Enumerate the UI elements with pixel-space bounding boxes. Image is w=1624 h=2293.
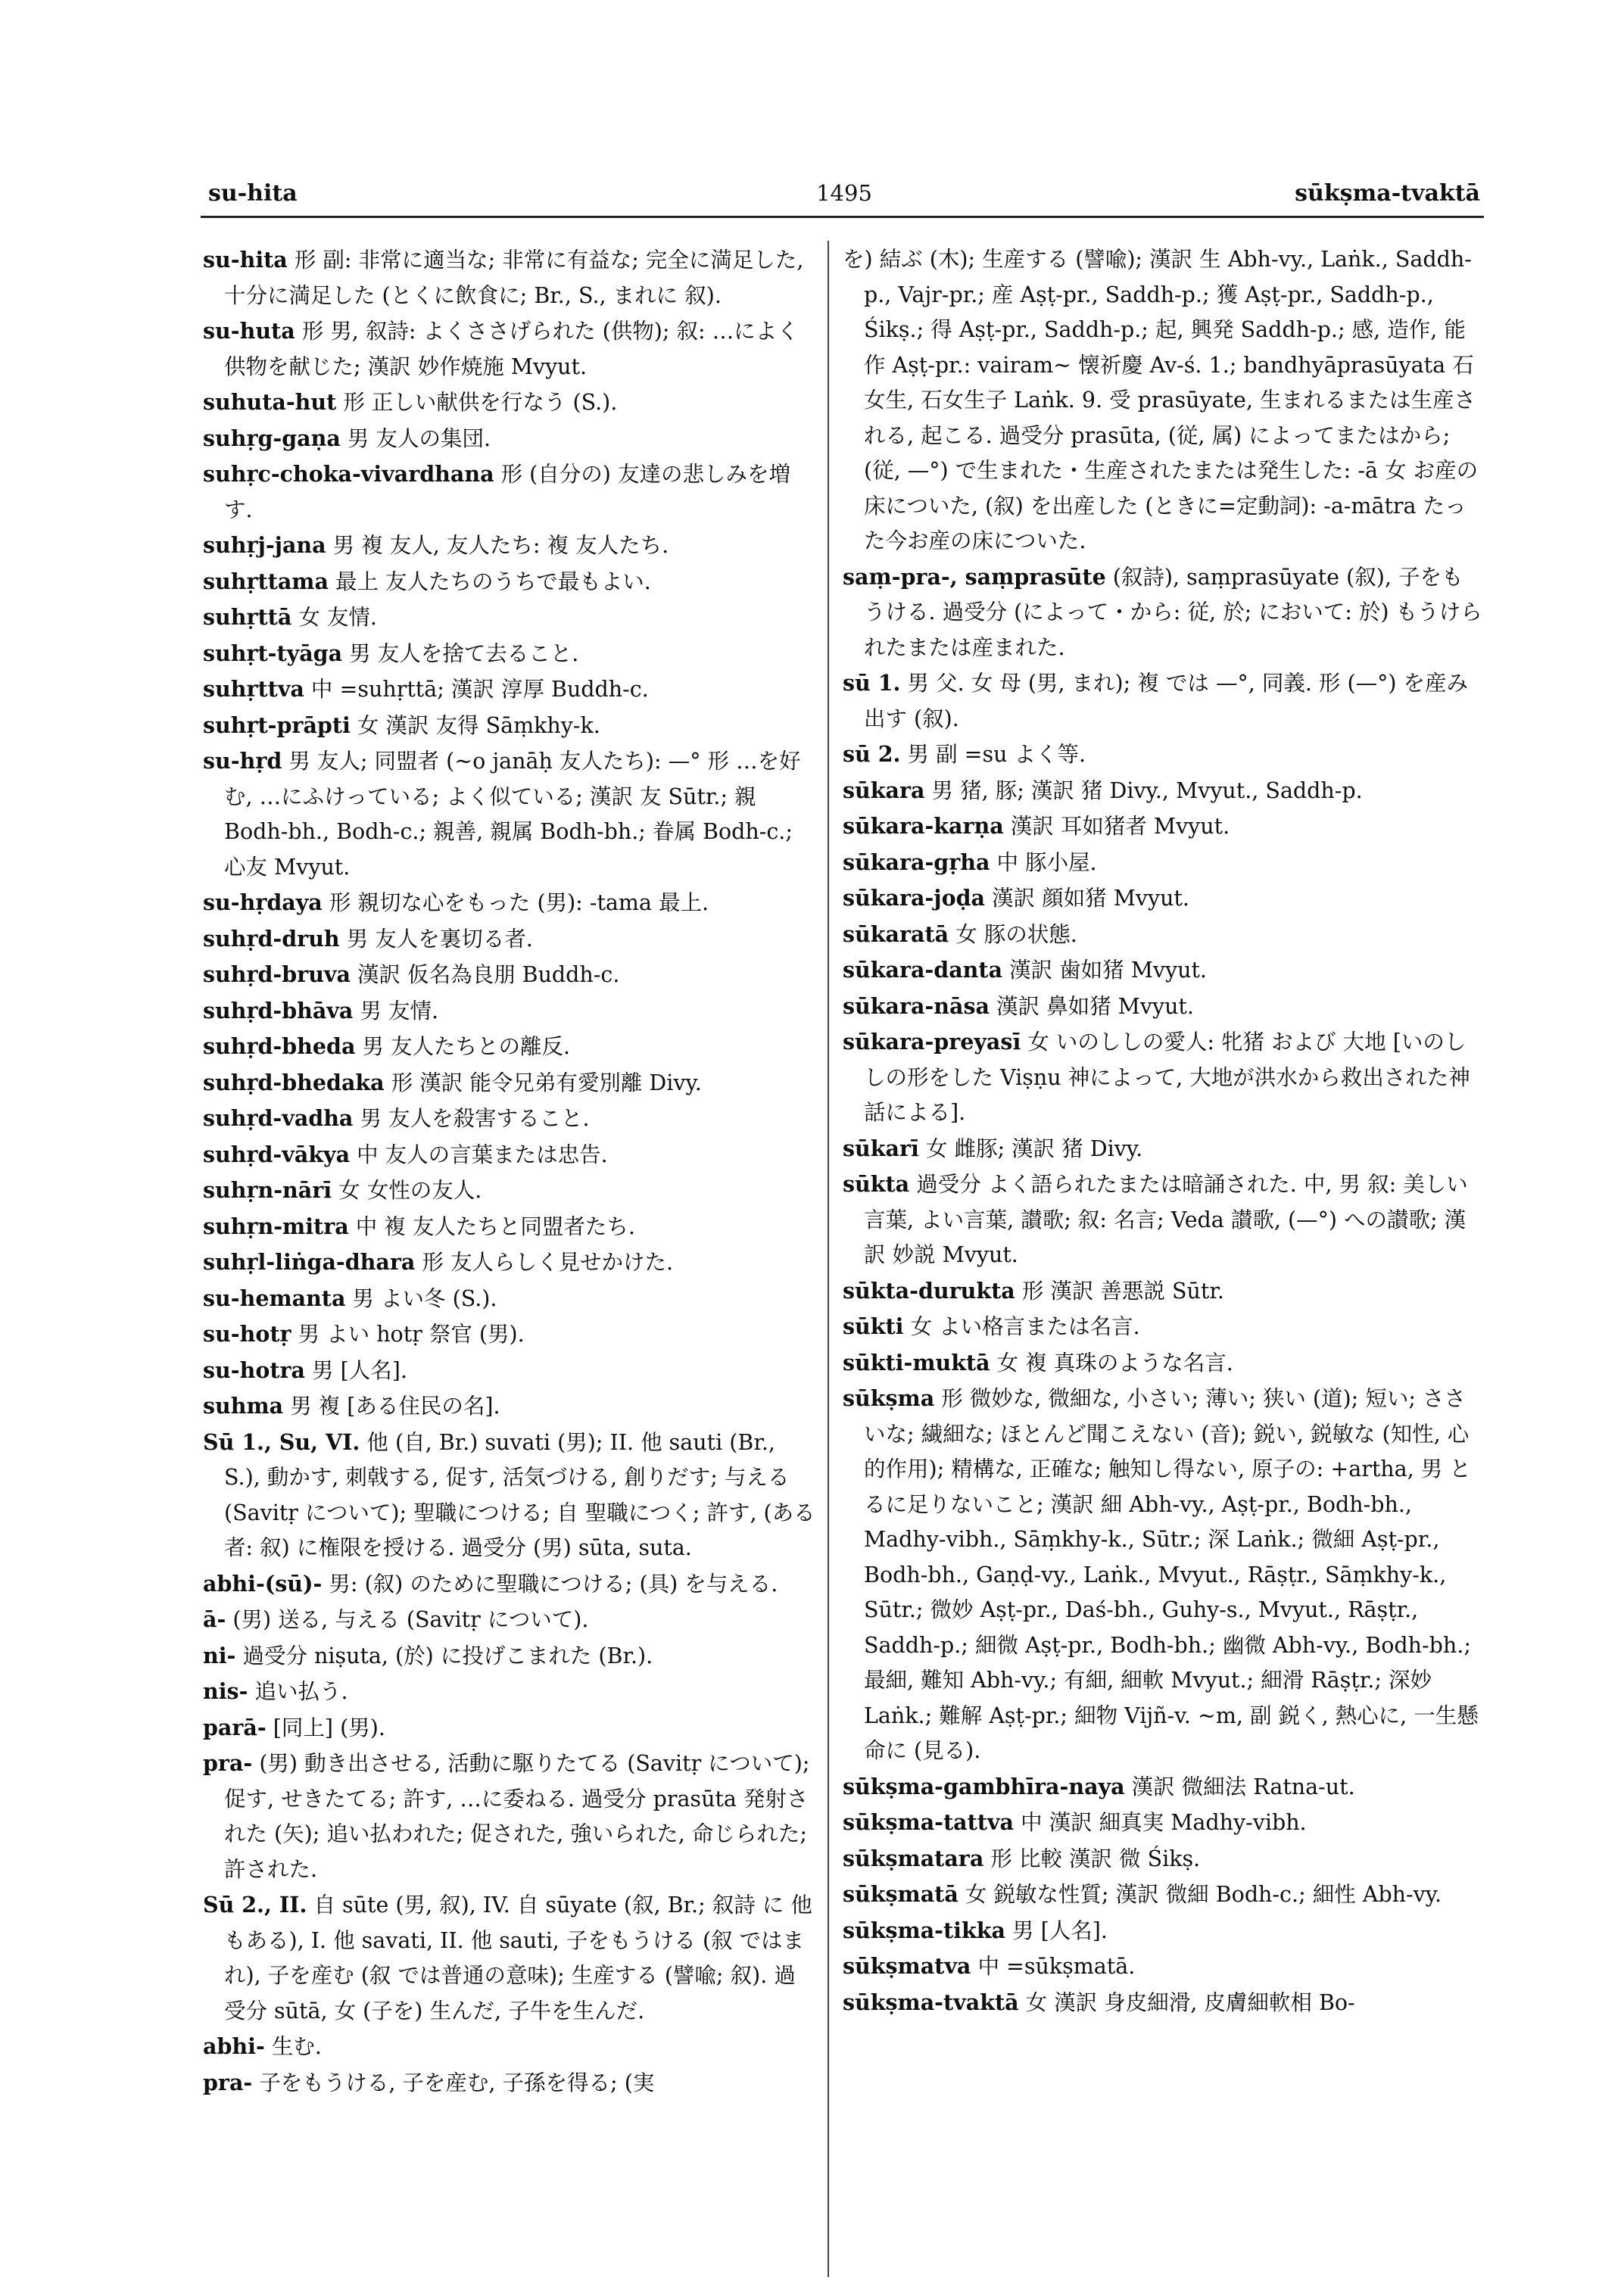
- headword: sūkara-nāsa: [843, 992, 990, 1019]
- sub-entry: [203, 1746, 816, 1887]
- headword: suhṛt-prāpti: [203, 712, 351, 738]
- definition: 中 複 友人たちと同盟者たち.: [355, 1213, 635, 1239]
- sub-entry: [843, 559, 1482, 666]
- definition: 女 漢訳 身皮細滑, 皮膚細軟相 Bo-: [1025, 1989, 1355, 2015]
- left-column: [203, 242, 816, 2101]
- dictionary-entry: [843, 845, 1482, 881]
- headword: sūkṣmatva: [843, 1953, 971, 1979]
- headword: ā-: [203, 1606, 226, 1632]
- definition: 男 副 =su よく等.: [907, 742, 1086, 767]
- dictionary-entry: [203, 1281, 816, 1317]
- definition: 追い払う.: [254, 1679, 348, 1704]
- definition: 男 [人名].: [312, 1357, 407, 1383]
- headword: sūkṣma-tikka: [843, 1917, 1005, 1943]
- definition: 最上 友人たちのうちで最もよい.: [335, 569, 651, 594]
- headword: sūkarī: [843, 1135, 919, 1161]
- definition: [同上] (男).: [273, 1715, 385, 1740]
- headword: suhṛd-vākya: [203, 1141, 351, 1167]
- definition: 男 友人; 同盟者 (~o janāḥ 友人たち): —° 形 …を好む, …にふけっている; よく似ている; 漢訳 友 Sūtr.; 親 Bodh-bh., Bodh-c.; 親善, 親属 Bodh-bh.; 眷属 Bodh-c.; 心友 Mvyut.: [224, 749, 801, 880]
- dictionary-entry: [203, 385, 816, 421]
- definition: 漢訳 耳如猪者 Mvyut.: [1010, 814, 1230, 839]
- right-column: [843, 242, 1482, 2020]
- sub-entry: [203, 1710, 816, 1746]
- dictionary-entry: [203, 1209, 816, 1245]
- definition: 自 sūte (男, 叙), IV. 自 sūyate (叙, Br.; 叙詩 に 他 もある), I. 他 savati, II. 他 sauti, 子をもうける (叙 ではまれ), 子を産む (叙 では普通の意味); 生産する (譬喩; 叙). 過受分 sūtā, 女 (子を) 生んだ, 子牛を生んだ.: [224, 1893, 812, 2024]
- definition: 男 複 [ある住民の名].: [290, 1394, 500, 1419]
- definition: 女 いのししの愛人: 牝猪 および 大地 [いのししの形をした Viṣṇu 神によって, 大地が洪水から救出された神話による].: [864, 1030, 1470, 1125]
- definition: 漢訳 鼻如猪 Mvyut.: [996, 993, 1194, 1019]
- dictionary-entry: [203, 1887, 816, 2029]
- headword: sūkta-durukta: [843, 1277, 1015, 1304]
- left-guide-word: su-hita: [208, 180, 298, 207]
- dictionary-entry: [203, 708, 816, 744]
- page-number: 1495: [816, 180, 872, 206]
- headword: suhma: [203, 1393, 284, 1419]
- dictionary-entry: [203, 1316, 816, 1353]
- headword: suhṛc-choka-vivardhana: [203, 461, 494, 487]
- headword: su-huta: [203, 318, 295, 344]
- definition: 女 漢訳 友得 Sāṃkhy-k.: [357, 712, 600, 738]
- dictionary-entry: [203, 564, 816, 600]
- dictionary-entry: [843, 737, 1482, 773]
- headword: sūkara: [843, 777, 925, 803]
- dictionary-entry: [843, 1024, 1482, 1131]
- definition: 形 副: 非常に適当な; 非常に有益な; 完全に満足した, 十分に満足した (とくに飲食に; Br., S., まれに 叙).: [224, 248, 804, 308]
- dictionary-entry: [843, 773, 1482, 809]
- definition: 男: (叙) のために聖職につける; (具) を与える.: [329, 1571, 778, 1597]
- headword: suhṛd-vadha: [203, 1105, 354, 1131]
- definition: を) 結ぶ (木); 生産する (譬喩); 漢訳 生 Abh-vy., Laṅk., Saddh-p., Vajr-pr.; 産 Aṣṭ-pr., Saddh-p.; 獲 Aṣṭ-pr., Saddh-p., Śikṣ.; 得 Aṣṭ-pr., Saddh-p.; 起, 興発 Saddh-p.; 感, 造作, 能作 Aṣṭ-pr.: vairam~ 懐祈慶 Av-ś. 1.; bandhyāprasūyata 石女生, 石女生子 Laṅk. 9. 受 prasūyate, 生まれるまたは生産される, 起こる. 過受分 prasūta, (従, 属) によってまたはから; (従, —°) で生まれた・生産されたまたは発生した: -ā 女 お産の床についた, (叙) を出産した (ときに=定動詞): -a-mātra たった今お産の床についた.: [843, 247, 1479, 553]
- dictionary-entry: [203, 885, 816, 921]
- headword: saṃ-pra-, saṃprasūte: [843, 563, 1106, 590]
- dictionary-entry: [843, 1381, 1482, 1769]
- sub-entry: [203, 1638, 816, 1675]
- definition: 男 友人を裏切る者.: [346, 926, 533, 952]
- definition: 中 漢訳 細真実 Madhy-vibh.: [1021, 1810, 1307, 1835]
- definition: 形 友人らしく見せかけた.: [422, 1250, 674, 1275]
- definition: 男 友人たちとの離反.: [362, 1034, 571, 1059]
- headword: suhṛttama: [203, 568, 329, 594]
- headword: su-hotṛ: [203, 1321, 291, 1347]
- headword: suhuta-hut: [203, 389, 337, 415]
- dictionary-entry: [203, 600, 816, 636]
- sub-entry: [203, 1674, 816, 1710]
- dictionary-entry: [843, 1769, 1482, 1805]
- definition: 女 雌豚; 漢訳 猪 Divy.: [925, 1136, 1143, 1161]
- dictionary-entry: [843, 1345, 1482, 1382]
- dictionary-entry: [843, 1913, 1482, 1949]
- definition: 形 微妙な, 微細な, 小さい; 薄い; 狭い (道); 短い; ささいな; 繊細な; ほとんど聞こえない (音); 鋭い, 鋭敏な (知性, 心的作用); 精構な, 正確な; 触知し得ない, 原子の: +artha, 男 とるに足りないこと; 漢訳 細 Abh-vy., Aṣṭ-pr., Bodh-bh., Madhy-vibh., Sāṃkhy-k., Sūtr.; 深 Laṅk.; 微細 Aṣṭ-pr., Bodh-bh., Gaṇḍ-vy., Laṅk., Mvyut., Rāṣṭr., Sāṃkhy-k., Sūtr.; 微妙 Aṣṭ-pr., Daś-bh., Guhy-s., Mvyut., Rāṣṭr., Saddh-p.; 細微 Aṣṭ-pr., Bodh-bh.; 幽微 Abh-vy., Bodh-bh.; 最細, 難知 Abh-vy.; 有細, 細軟 Mvyut.; 細滑 Rāṣṭr.; 深妙 Laṅk.; 難解 Aṣṭ-pr.; 細物 Vijñ-v. ~m, 副 鋭く, 熱心に, 一生懸命に (見る).: [864, 1386, 1479, 1763]
- definition: 中 豚小屋.: [996, 849, 1097, 875]
- headword: Sū 2., II.: [203, 1892, 307, 1918]
- headword: suhṛt-tyāga: [203, 640, 343, 666]
- dictionary-entry: [843, 1805, 1482, 1841]
- right-guide-word: sūkṣma-tvaktā: [1295, 180, 1480, 207]
- dictionary-entry: [843, 808, 1482, 845]
- sub-entry: [203, 1602, 816, 1638]
- definition: 形 正しい献供を行なう (S.).: [343, 390, 618, 415]
- headword: nis-: [203, 1678, 248, 1704]
- headword: suhṛn-mitra: [203, 1213, 349, 1239]
- headword: sūkti-muktā: [843, 1349, 990, 1375]
- headword: parā-: [203, 1714, 267, 1740]
- dictionary-entry: [203, 1173, 816, 1209]
- headword: abhi-(sū)-: [203, 1570, 323, 1597]
- headword: sū 1.: [843, 670, 901, 696]
- headword: Sū 1., Su, VI.: [203, 1428, 360, 1455]
- dictionary-entry: [203, 1137, 816, 1173]
- dictionary-entry: [203, 242, 816, 313]
- headword: pra-: [203, 2069, 253, 2095]
- dictionary-entry: [203, 1388, 816, 1425]
- dictionary-entry: [203, 993, 816, 1030]
- definition: 中 =suhṛttā; 漢訳 淳厚 Buddh-c.: [310, 677, 649, 702]
- definition: 過受分 niṣuta, (於) に投げこまれた (Br.).: [242, 1643, 653, 1668]
- definition: 子をもうける, 子を産む, 子孫を得る; (実: [259, 2070, 655, 2095]
- sub-entry: [203, 2029, 816, 2065]
- dictionary-entry: [203, 1425, 816, 1566]
- dictionary-entry: [203, 1065, 816, 1101]
- headword: sūkṣma-gambhīra-naya: [843, 1773, 1125, 1799]
- definition: 女 よい格言または名言.: [910, 1314, 1140, 1339]
- definition: 女 複 真珠のような名言.: [996, 1350, 1233, 1375]
- dictionary-entry: [843, 952, 1482, 989]
- headword: su-hemanta: [203, 1285, 346, 1311]
- headword: sūkti: [843, 1313, 904, 1339]
- definition: 男 よい hotṛ 祭官 (男).: [298, 1322, 525, 1347]
- dictionary-entry: [203, 421, 816, 457]
- dictionary-entry: [203, 1245, 816, 1281]
- headword: suhṛn-nārī: [203, 1177, 332, 1203]
- dictionary-entry: [203, 743, 816, 885]
- dictionary-entry: [203, 636, 816, 672]
- definition: 女 女性の友人.: [338, 1178, 482, 1203]
- definition: 形 男, 叙詩: よくささげられた (供物); 叙: …によく供物を献じた; 漢訳 妙作焼施 Mvyut.: [224, 319, 799, 379]
- running-head: [208, 180, 1480, 226]
- dictionary-entry: [843, 1985, 1482, 2021]
- dictionary-entry: [843, 1131, 1482, 1167]
- definition: 男 友人の集団.: [347, 425, 491, 451]
- definition: 男 友人を捨て去ること.: [349, 640, 579, 666]
- definition: 男 複 友人, 友人たち: 複 友人たち.: [332, 533, 669, 558]
- definition: 男 よい冬 (S.).: [352, 1285, 497, 1311]
- dictionary-entry: [203, 957, 816, 993]
- definition: 男 [人名].: [1012, 1918, 1108, 1943]
- headword: suhṛttva: [203, 676, 304, 702]
- headword: sūkta: [843, 1171, 910, 1197]
- definition: 男 友情.: [360, 998, 439, 1023]
- headword: suhṛd-druh: [203, 925, 340, 952]
- dictionary-entry: [843, 1877, 1482, 1913]
- definition: 漢訳 歯如猪 Mvyut.: [1009, 958, 1207, 983]
- headword: suhṛd-bhedaka: [203, 1069, 385, 1095]
- headword: sūkara-karṇa: [843, 813, 1004, 839]
- dictionary-entry: [203, 1029, 816, 1065]
- definition: 形 (自分の) 友達の悲しみを増す.: [224, 462, 790, 522]
- headword: su-hotra: [203, 1357, 305, 1383]
- dictionary-entry: [203, 1101, 816, 1137]
- headword: sūkṣmatā: [843, 1881, 959, 1907]
- headword: sūkara-joḍa: [843, 885, 986, 911]
- definition: 女 鋭敏な性質; 漢訳 微細 Bodh-c.; 細性 Abh-vy.: [965, 1882, 1442, 1907]
- dictionary-entry: [843, 665, 1482, 737]
- dictionary-entry: [843, 880, 1482, 917]
- headword: sūkaratā: [843, 921, 949, 947]
- headword: suhṛd-bhāva: [203, 997, 354, 1023]
- dictionary-entry: [843, 989, 1482, 1025]
- dictionary-entry: [843, 917, 1482, 953]
- sub-entry: [203, 1566, 816, 1603]
- definition: (叙詩), saṃprasūyate (叙), 子をもうける. 過受分 (によって・から: 従, 於; において: 於) もうけられたまたは産まれた.: [864, 564, 1482, 660]
- dictionary-entry: [203, 671, 816, 708]
- dictionary-entry: [203, 921, 816, 958]
- headword: su-hita: [203, 247, 288, 273]
- definition: 男 友人を殺害すること.: [360, 1106, 590, 1131]
- headword: suhṛttā: [203, 604, 292, 630]
- definition: 生む.: [271, 2034, 322, 2059]
- definition: 女 豚の状態.: [955, 921, 1077, 947]
- header-rule: [201, 216, 1484, 218]
- dictionary-entry: [843, 1273, 1482, 1310]
- definition: 中 =sūkṣmatā.: [977, 1954, 1136, 1979]
- definition: (男) 送る, 与える (Savitṛ について).: [232, 1607, 589, 1632]
- definition: 形 漢訳 能令兄弟有愛別離 Divy.: [391, 1070, 702, 1095]
- dictionary-entry: [843, 1309, 1482, 1345]
- definition: 中 友人の言葉または忠告.: [357, 1142, 608, 1167]
- dictionary-entry: [203, 528, 816, 564]
- definition: 形 漢訳 善悪説 Sūtr.: [1021, 1278, 1224, 1304]
- dictionary-entry: [203, 313, 816, 385]
- column-divider: [828, 241, 829, 2277]
- definition: 男 猪, 豚; 漢訳 猪 Divy., Mvyut., Saddh-p.: [931, 777, 1363, 803]
- dictionary-entry: [843, 1841, 1482, 1877]
- headword: sūkṣma-tattva: [843, 1809, 1014, 1835]
- sub-entry: [203, 2065, 816, 2101]
- definition: 漢訳 仮名為良朋 Buddh-c.: [357, 962, 620, 987]
- headword: pra-: [203, 1750, 253, 1776]
- definition: 漢訳 顔如猪 Mvyut.: [992, 886, 1189, 911]
- definition: 女 友情.: [298, 605, 377, 630]
- headword: sū 2.: [843, 741, 901, 767]
- dictionary-entry: [843, 242, 1482, 559]
- headword: ni-: [203, 1642, 236, 1668]
- headword: suhṛl-liṅga-dhara: [203, 1249, 416, 1275]
- definition: 形 比較 漢訳 微 Śikṣ.: [990, 1846, 1201, 1871]
- headword: sūkṣmatara: [843, 1845, 984, 1871]
- headword: suhṛj-jana: [203, 532, 326, 558]
- definition: 漢訳 微細法 Ratna-ut.: [1131, 1774, 1355, 1799]
- definition: 過受分 よく語られたまたは暗誦された. 中, 男 叙: 美しい言葉, よい言葉, 讃歌; 叙: 名言; Veda 讃歌, (—°) への讃歌; 漢訳 妙説 Mvyut.: [864, 1172, 1468, 1267]
- dictionary-entry: [203, 1353, 816, 1389]
- headword: suhṛd-bruva: [203, 961, 351, 987]
- definition: 男 父. 女 母 (男, まれ); 複 では —°, 同義. 形 (—°) を産み出す (叙).: [864, 671, 1469, 731]
- dictionary-entry: [843, 1949, 1482, 1985]
- headword: sūkṣma: [843, 1385, 935, 1411]
- headword: abhi-: [203, 2033, 265, 2059]
- headword: sūkara-preyasī: [843, 1029, 1021, 1055]
- headword: sūkṣma-tvaktā: [843, 1989, 1019, 2015]
- headword: su-hṛdaya: [203, 889, 323, 915]
- definition: (男) 動き出させる, 活動に駆りたてる (Savitṛ について); 促す, せきたてる; 許す, …に委ねる. 過受分 prasūta 発射された (矢); 追い払われた; 促された, 強いられた, 命じられた; 許された.: [224, 1751, 810, 1882]
- headword: sūkara-danta: [843, 957, 1003, 983]
- definition: 形 親切な心をもった (男): -tama 最上.: [329, 890, 709, 915]
- definition: 他 (自, Br.) suvati (男); II. 他 sauti (Br., S.), 動かす, 刺戟する, 促す, 活気づける, 創りだす; 与える (Savitṛ について); 聖職につける; 自 聖職につく; 許す, (ある者: 叙) に権限を授ける. 過受分 (男) sūta, suta.: [224, 1429, 815, 1560]
- headword: suhṛg-gaṇa: [203, 425, 341, 451]
- headword: suhṛd-bheda: [203, 1033, 356, 1059]
- dictionary-entry: [843, 1167, 1482, 1273]
- headword: sūkara-gṛha: [843, 849, 990, 875]
- dictionary-entry: [203, 456, 816, 528]
- headword: su-hṛd: [203, 748, 282, 774]
